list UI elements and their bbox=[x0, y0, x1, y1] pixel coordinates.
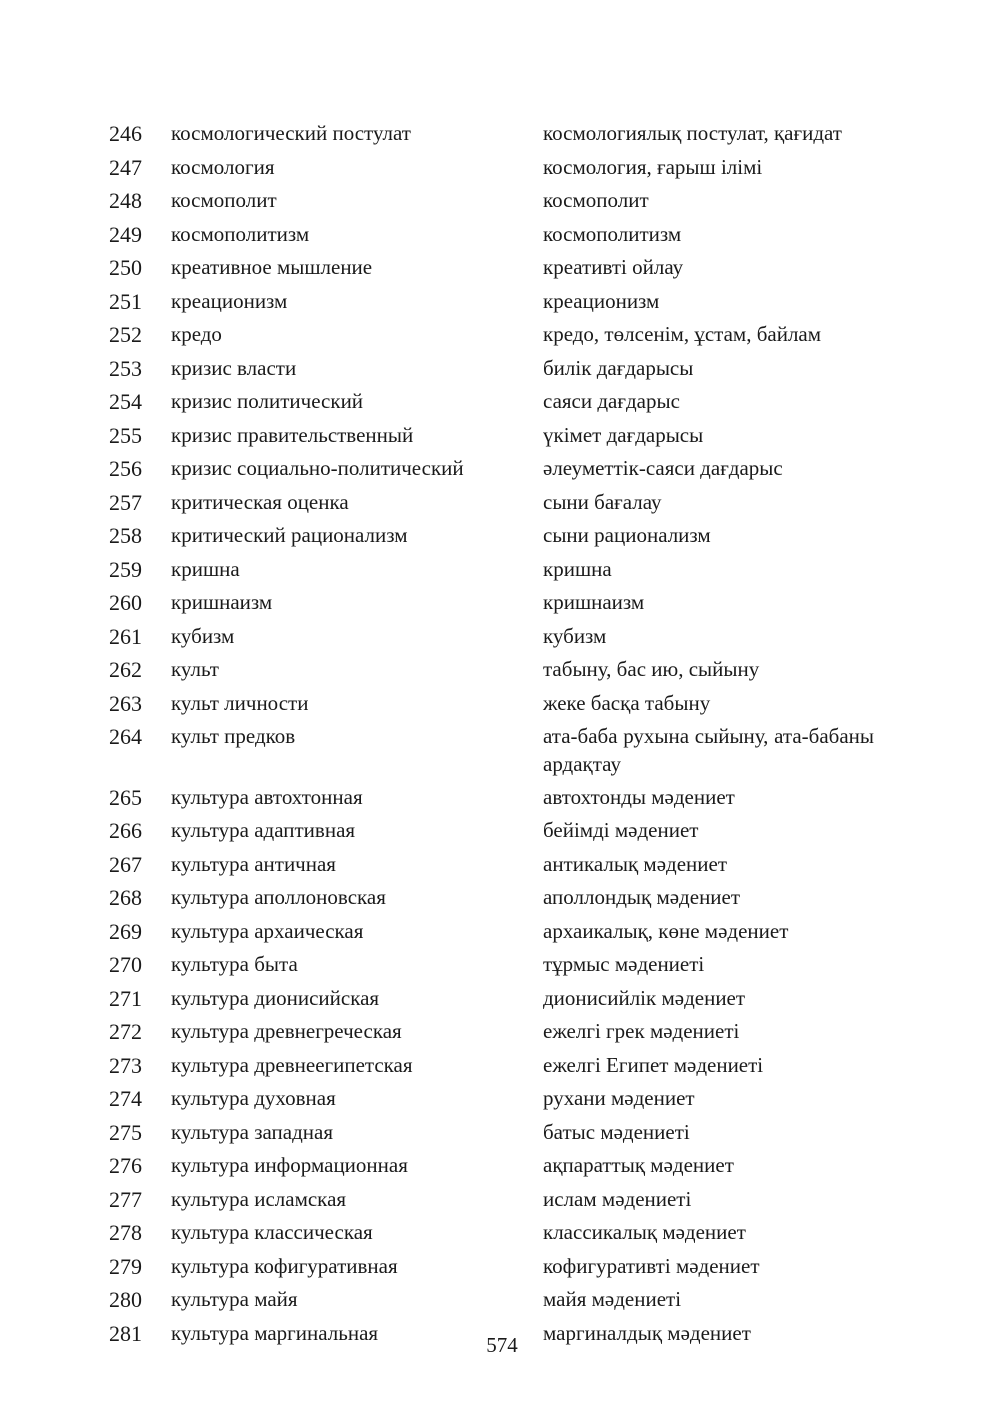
kazakh-term: ата-баба рухына сыйыну, ата-бабаны ардақтау bbox=[543, 724, 874, 776]
entry-number: 264 bbox=[109, 724, 142, 749]
kazakh-term: табыну, бас ию, сыйыну bbox=[543, 657, 760, 681]
russian-term: культура древнеегипетская bbox=[171, 1052, 413, 1077]
kazakh-term: батыс мәдениеті bbox=[543, 1119, 690, 1144]
kazakh-term: кредо, төлсенім, ұстам, байлам bbox=[543, 322, 822, 346]
russian-term: культура архаическая bbox=[171, 918, 364, 943]
entry-number: 249 bbox=[109, 221, 142, 247]
russian-term: кришнаизм bbox=[171, 590, 273, 614]
page-number: 574 bbox=[486, 1333, 518, 1357]
entry-number: 258 bbox=[109, 523, 142, 548]
kazakh-term: космологиялық постулат, қағидат bbox=[543, 121, 842, 145]
russian-term: культура маргинальная bbox=[171, 1320, 379, 1345]
glossary-list bbox=[0, 117, 1004, 1350]
entry-number: 251 bbox=[109, 288, 142, 314]
entry-number: 274 bbox=[109, 1086, 142, 1111]
glossary-entry bbox=[0, 848, 1004, 882]
kazakh-term: әлеуметтік-саяси дағдарыс bbox=[543, 456, 783, 480]
entry-number: 267 bbox=[109, 851, 142, 877]
russian-term: кредо bbox=[171, 322, 222, 346]
glossary-entry bbox=[0, 519, 1004, 553]
kazakh-term: кришнаизм bbox=[543, 590, 645, 614]
glossary-entry bbox=[0, 1250, 1004, 1284]
russian-term: культура дионисийская bbox=[171, 985, 380, 1010]
russian-term: креационизм bbox=[171, 288, 288, 313]
entry-number: 262 bbox=[109, 657, 142, 682]
glossary-entry bbox=[0, 1183, 1004, 1217]
kazakh-term: бейімді мәдениет bbox=[543, 818, 699, 842]
glossary-entry bbox=[0, 687, 1004, 721]
russian-term: кризис политический bbox=[171, 389, 364, 413]
entry-number: 269 bbox=[109, 918, 142, 944]
entry-number: 266 bbox=[109, 818, 142, 843]
entry-number: 263 bbox=[109, 690, 142, 716]
russian-term: культура информационная bbox=[171, 1153, 408, 1177]
entry-number: 277 bbox=[109, 1186, 142, 1212]
glossary-entry bbox=[0, 419, 1004, 453]
entry-number: 255 bbox=[109, 422, 142, 448]
entry-number: 271 bbox=[109, 985, 142, 1011]
kazakh-term: кубизм bbox=[543, 623, 607, 648]
russian-term: культура исламская bbox=[171, 1186, 347, 1211]
entry-number: 256 bbox=[109, 456, 142, 481]
glossary-entry bbox=[0, 881, 1004, 915]
kazakh-term: майя мәдениеті bbox=[543, 1287, 682, 1311]
russian-term: кризис власти bbox=[171, 355, 297, 380]
glossary-entry bbox=[0, 452, 1004, 486]
entry-number: 268 bbox=[109, 885, 142, 910]
glossary-entry bbox=[0, 285, 1004, 319]
glossary-entry bbox=[0, 982, 1004, 1016]
entry-number: 280 bbox=[109, 1287, 142, 1312]
russian-term: культура западная bbox=[171, 1119, 334, 1144]
russian-term: культура аполлоновская bbox=[171, 885, 386, 909]
kazakh-term: ақпараттық мәдениет bbox=[543, 1153, 734, 1177]
kazakh-term: дионисийлік мәдениет bbox=[543, 985, 746, 1010]
entry-number: 278 bbox=[109, 1220, 142, 1245]
glossary-entry bbox=[0, 781, 1004, 815]
glossary-entry bbox=[0, 352, 1004, 386]
russian-term: культ личности bbox=[171, 690, 309, 715]
entry-number: 250 bbox=[109, 255, 142, 280]
russian-term: культура духовная bbox=[171, 1086, 336, 1110]
entry-number: 261 bbox=[109, 623, 142, 649]
russian-term: кризис правительственный bbox=[171, 422, 414, 447]
russian-term: космология bbox=[171, 154, 275, 179]
entry-number: 246 bbox=[109, 121, 142, 146]
glossary-entry bbox=[0, 318, 1004, 352]
kazakh-term: тұрмыс мәдениеті bbox=[543, 952, 705, 976]
entry-number: 260 bbox=[109, 590, 142, 615]
kazakh-term: рухани мәдениет bbox=[543, 1086, 695, 1110]
russian-term: критический рационализм bbox=[171, 523, 408, 547]
russian-term: кризис социально-политический bbox=[171, 456, 464, 480]
russian-term: культура классическая bbox=[171, 1220, 373, 1244]
entry-number: 247 bbox=[109, 154, 142, 180]
russian-term: культ предков bbox=[171, 724, 296, 748]
russian-term: космополит bbox=[171, 188, 277, 212]
kazakh-term: сыни рационализм bbox=[543, 523, 711, 547]
kazakh-term: саяси дағдарыс bbox=[543, 389, 680, 413]
kazakh-term: сыни бағалау bbox=[543, 489, 662, 514]
kazakh-term: кофигуративті мәдениет bbox=[543, 1253, 760, 1278]
russian-term: культура древнегреческая bbox=[171, 1019, 402, 1043]
russian-term: кубизм bbox=[171, 623, 235, 648]
kazakh-term: үкімет дағдарысы bbox=[543, 422, 704, 447]
entry-number: 252 bbox=[109, 322, 142, 347]
glossary-entry bbox=[0, 814, 1004, 848]
entry-number: 248 bbox=[109, 188, 142, 213]
glossary-entry bbox=[0, 553, 1004, 587]
russian-term: культура быта bbox=[171, 952, 298, 976]
russian-term: критическая оценка bbox=[171, 489, 349, 514]
russian-term: культура кофигуративная bbox=[171, 1253, 398, 1278]
kazakh-term: ислам мәдениеті bbox=[543, 1186, 692, 1211]
glossary-entry bbox=[0, 251, 1004, 285]
kazakh-term: классикалық мәдениет bbox=[543, 1220, 746, 1244]
russian-term: культура адаптивная bbox=[171, 818, 356, 842]
glossary-entry bbox=[0, 653, 1004, 687]
glossary-entry bbox=[0, 385, 1004, 419]
russian-term: культура автохтонная bbox=[171, 784, 363, 809]
glossary-entry bbox=[0, 586, 1004, 620]
glossary-entry bbox=[0, 1283, 1004, 1317]
russian-term: кришна bbox=[171, 556, 240, 581]
glossary-entry bbox=[0, 486, 1004, 520]
glossary-entry bbox=[0, 1082, 1004, 1116]
glossary-entry bbox=[0, 948, 1004, 982]
kazakh-term: билік дағдарысы bbox=[543, 355, 694, 380]
kazakh-term: космология, ғарыш ілімі bbox=[543, 154, 763, 179]
kazakh-term: кришна bbox=[543, 556, 612, 581]
entry-number: 253 bbox=[109, 355, 142, 381]
kazakh-term: креативті ойлау bbox=[543, 255, 684, 279]
russian-term: культура античная bbox=[171, 851, 336, 876]
kazakh-term: креационизм bbox=[543, 288, 660, 313]
kazakh-term: архаикалық, көне мәдениет bbox=[543, 918, 789, 943]
glossary-entry bbox=[0, 620, 1004, 654]
russian-term: креативное мышление bbox=[171, 255, 373, 279]
kazakh-term: маргиналдық мәдениет bbox=[543, 1320, 751, 1345]
entry-number: 257 bbox=[109, 489, 142, 515]
entry-number: 259 bbox=[109, 556, 142, 582]
glossary-entry bbox=[0, 218, 1004, 252]
glossary-entry bbox=[0, 1216, 1004, 1250]
glossary-entry bbox=[0, 1015, 1004, 1049]
glossary-entry bbox=[0, 1149, 1004, 1183]
kazakh-term: ежелгі Египет мәдениеті bbox=[543, 1052, 764, 1077]
entry-number: 273 bbox=[109, 1052, 142, 1078]
kazakh-term: космополит bbox=[543, 188, 649, 212]
glossary-entry bbox=[0, 1049, 1004, 1083]
entry-number: 276 bbox=[109, 1153, 142, 1178]
entry-number: 270 bbox=[109, 952, 142, 977]
russian-term: культура майя bbox=[171, 1287, 298, 1311]
entry-number: 281 bbox=[109, 1320, 142, 1346]
russian-term: космополитизм bbox=[171, 221, 310, 246]
entry-number: 265 bbox=[109, 784, 142, 810]
kazakh-term: жеке басқа табыну bbox=[543, 690, 711, 715]
kazakh-term: космополитизм bbox=[543, 221, 682, 246]
kazakh-term: аполлондық мәдениет bbox=[543, 885, 741, 909]
glossary-entry bbox=[0, 720, 1004, 781]
entry-number: 275 bbox=[109, 1119, 142, 1145]
entry-number: 279 bbox=[109, 1253, 142, 1279]
glossary-entry bbox=[0, 151, 1004, 185]
entry-number: 272 bbox=[109, 1019, 142, 1044]
russian-term: космологический постулат bbox=[171, 121, 411, 145]
glossary-entry bbox=[0, 915, 1004, 949]
glossary-entry bbox=[0, 184, 1004, 218]
glossary-entry bbox=[0, 117, 1004, 151]
kazakh-term: антикалық мәдениет bbox=[543, 851, 727, 876]
russian-term: культ bbox=[171, 657, 219, 681]
glossary-entry bbox=[0, 1116, 1004, 1150]
kazakh-term: ежелгі грек мәдениеті bbox=[543, 1019, 740, 1043]
entry-number: 254 bbox=[109, 389, 142, 414]
kazakh-term: автохтонды мәдениет bbox=[543, 784, 735, 809]
